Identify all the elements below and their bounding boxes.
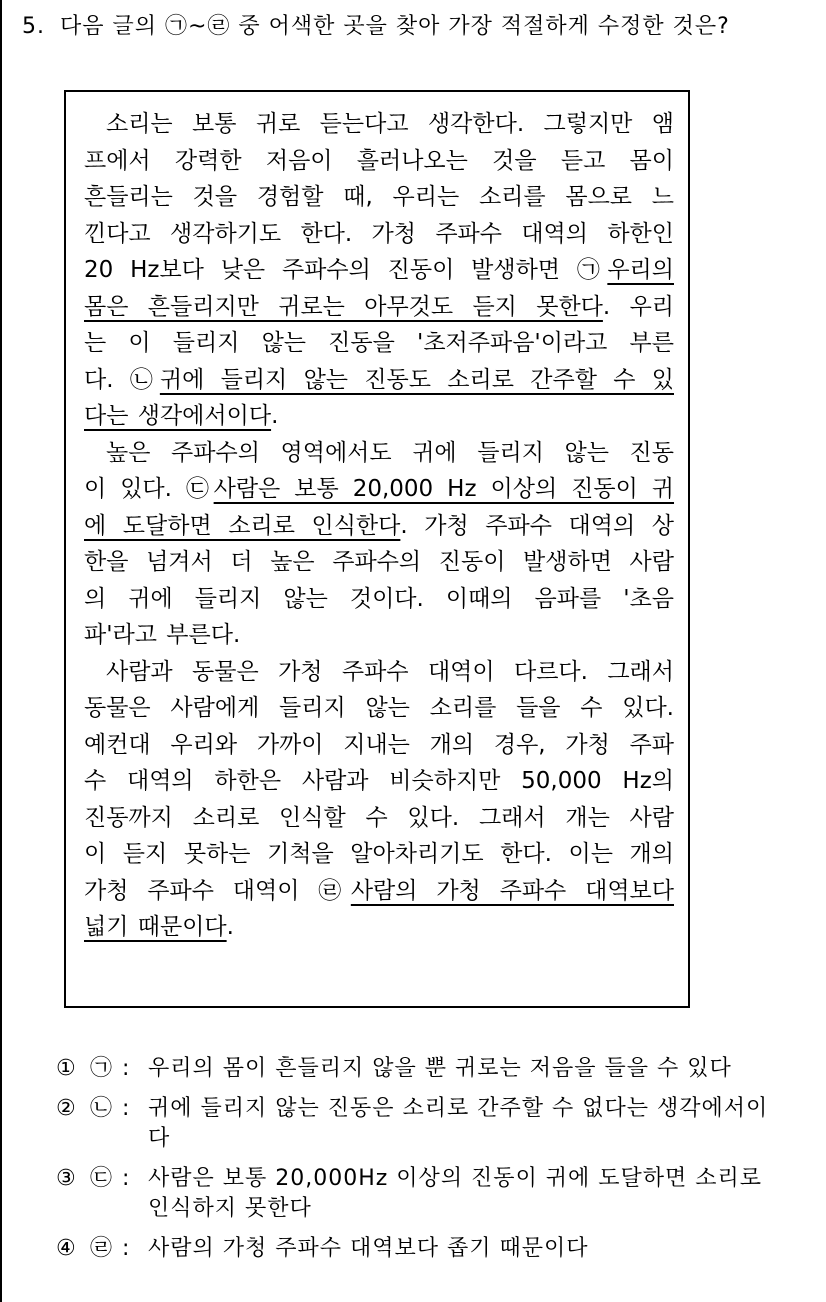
passage-text: 수 대역의 하한은 사람과 비슷하지만 50,000 Hz의	[84, 768, 674, 794]
passage-line	[84, 435, 674, 472]
passage-text: 는 이 들리지 않는 진동을 '초저주파음'이라고 부른	[84, 330, 674, 356]
passage-text: 높은 주파수의 영역에서도 귀에 들리지 않는 진동	[106, 439, 674, 466]
passage-line	[84, 909, 674, 946]
passage-text: . 우리	[602, 293, 675, 320]
passage-text: . 가청 주파수 대역의 상	[400, 512, 674, 539]
passage-text: 이 있다. ㉢	[84, 476, 214, 502]
choice-number: ③	[56, 1166, 77, 1191]
underlined-span-c: 사람은 보통 20,000 Hz 이상의 진동이 귀	[213, 476, 675, 502]
passage-line	[84, 325, 674, 362]
choice-separator: :	[122, 1236, 131, 1261]
passage-line	[84, 800, 674, 837]
underlined-span-c: 에 도달하면 소리로 인식한다	[84, 512, 401, 539]
passage-text: 예컨대 우리와 가까이 지내는 개의 경우, 가청 주파	[84, 731, 674, 758]
passage-line	[84, 617, 674, 654]
answer-choice-4[interactable]	[56, 1234, 772, 1264]
question-prompt	[22, 12, 792, 42]
passage-line	[84, 362, 674, 399]
passage-line	[84, 216, 674, 253]
passage-text: 사람과 동물은 가청 주파수 대역이 다르다. 그래서	[106, 658, 674, 685]
underlined-span-d: 사람의 가청 주파수 대역보다	[350, 877, 674, 904]
passage-text: 소리는 보통 귀로 듣는다고 생각한다. 그렇지만 앰	[106, 111, 674, 137]
passage-line	[84, 398, 674, 435]
passage-text: 의 귀에 들리지 않는 것이다. 이때의 음파를 '초음	[84, 585, 674, 612]
passage-text: 낀다고 생각하기도 한다. 가청 주파수 대역의 하한인	[84, 220, 674, 247]
underlined-span-a: 몸은 흔들리지만 귀로는 아무것도 듣지 못한다	[84, 293, 603, 320]
choice-number: ②	[56, 1096, 77, 1121]
underlined-span-b: 다는 생각에서이다	[84, 403, 272, 429]
passage-text: .	[271, 403, 279, 429]
passage-line	[84, 836, 674, 873]
passage-text: .	[226, 914, 234, 940]
passage-line	[84, 289, 674, 326]
passage-line	[84, 544, 674, 581]
underlined-span-b: 귀에 들리지 않는 진동도 소리로 간주할 수 있	[159, 366, 674, 393]
underlined-span-d: 넓기 때문이다	[84, 914, 227, 940]
passage-text: 파'라고 부른다.	[84, 622, 241, 648]
passage-line	[84, 179, 674, 216]
passage-text: 동물은 사람에게 들리지 않는 소리를 들을 수 있다.	[84, 695, 674, 721]
choice-marker: ㉢	[90, 1166, 114, 1191]
passage-text: 진동까지 소리로 인식할 수 있다. 그래서 개는 사람	[84, 804, 674, 831]
passage-line	[84, 763, 674, 800]
passage-line	[84, 143, 674, 180]
passage-line	[84, 106, 674, 143]
page-left-rule	[0, 0, 2, 1302]
choice-marker: ㉣	[90, 1236, 114, 1261]
passage-box	[64, 90, 690, 1008]
passage-line	[84, 252, 674, 289]
choice-text: 귀에 들리지 않는 진동은 소리로 간주할 수 없다는 생각에서이다	[148, 1096, 769, 1151]
choice-separator: :	[122, 1096, 131, 1121]
choice-number: ④	[56, 1236, 77, 1261]
passage-line	[84, 654, 674, 691]
passage-line	[84, 873, 674, 910]
choice-marker: ㉠	[90, 1056, 114, 1081]
passage-line	[84, 508, 674, 545]
passage-text: 한을 넘겨서 더 높은 주파수의 진동이 발생하면 사람	[84, 549, 674, 575]
answer-choice-2[interactable]	[56, 1094, 772, 1154]
choice-separator: :	[122, 1166, 131, 1191]
passage-line	[84, 690, 674, 727]
choice-marker: ㉡	[90, 1096, 114, 1121]
question-number: 5.	[22, 14, 45, 39]
choice-text: 우리의 몸이 흔들리지 않을 뿐 귀로는 저음을 들을 수 있다	[148, 1056, 732, 1081]
passage-text: 프에서 강력한 저음이 흘러나오는 것을 듣고 몸이	[84, 147, 674, 174]
passage-text: 흔들리는 것을 경험할 때, 우리는 소리를 몸으로 느	[84, 184, 674, 210]
question-text: 다음 글의 ㉠~㉣ 중 어색한 곳을 찾아 가장 적절하게 수정한 것은?	[60, 14, 730, 39]
passage-text: 가청 주파수 대역이 ㉣	[84, 877, 351, 904]
passage-line	[84, 471, 674, 508]
underlined-span-a: 우리의	[607, 257, 674, 283]
passage-text: 이 듣지 못하는 기척을 알아차리기도 한다. 이는 개의	[84, 841, 674, 867]
choice-text: 사람은 보통 20,000Hz 이상의 진동이 귀에 도달하면 소리로 인식하지 못한다	[148, 1166, 763, 1221]
passage-line	[84, 727, 674, 764]
choice-text: 사람의 가청 주파수 대역보다 좁기 때문이다	[148, 1236, 589, 1261]
choice-number: ①	[56, 1056, 77, 1081]
answer-choice-3[interactable]	[56, 1164, 772, 1224]
answer-choice-1[interactable]	[56, 1054, 772, 1084]
choice-separator: :	[122, 1056, 131, 1081]
answer-choices	[56, 1054, 772, 1274]
passage-text: 다. ㉡	[84, 366, 160, 393]
passage-line	[84, 581, 674, 618]
passage-text: 20 Hz보다 낮은 주파수의 진동이 발생하면 ㉠	[84, 257, 608, 283]
